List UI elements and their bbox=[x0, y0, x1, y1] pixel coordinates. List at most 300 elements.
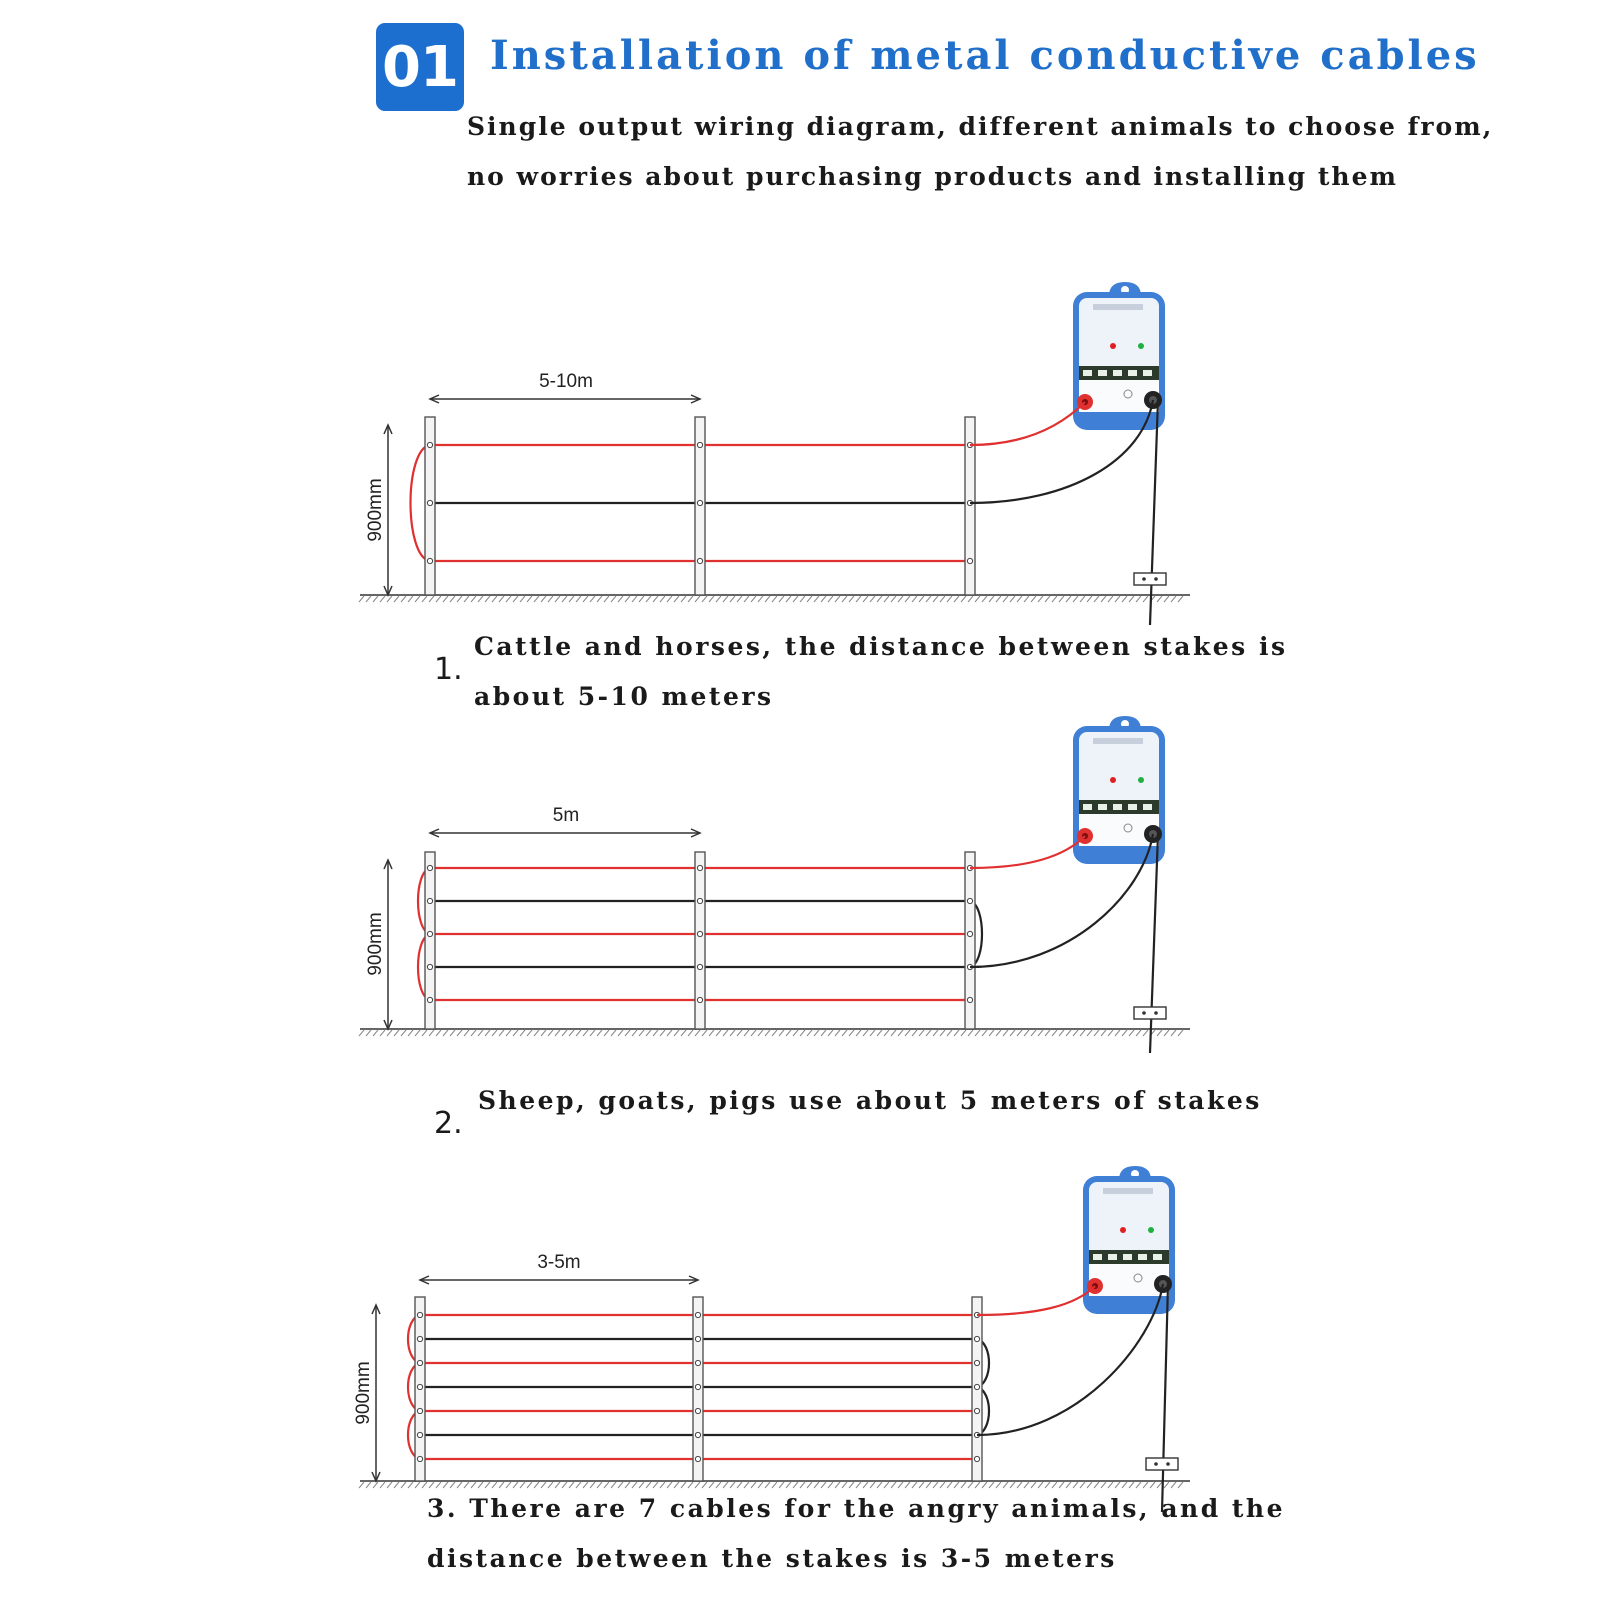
ground-hatch bbox=[898, 596, 903, 602]
ground-hatch bbox=[506, 1030, 511, 1036]
ground-hatch bbox=[380, 596, 385, 602]
ground-rod-wire bbox=[1150, 400, 1158, 625]
ground-hatch bbox=[1080, 1482, 1085, 1488]
ground-hatch bbox=[961, 1030, 966, 1036]
ground-hatch bbox=[800, 1030, 805, 1036]
ground-hatch bbox=[933, 1482, 938, 1488]
ground-hatch bbox=[933, 1030, 938, 1036]
ground-hatch bbox=[737, 596, 742, 602]
ground-rod-bolt bbox=[1154, 577, 1158, 581]
ground-hatch bbox=[1164, 1482, 1169, 1488]
ground-hatch bbox=[506, 596, 511, 602]
ground-hatch bbox=[401, 596, 406, 602]
ground-hatch bbox=[1094, 1482, 1099, 1488]
insulator bbox=[695, 1336, 700, 1341]
ground-hatch bbox=[380, 1030, 385, 1036]
ground-hatch bbox=[947, 1482, 952, 1488]
ground-rod-bolt bbox=[1142, 577, 1146, 581]
ground-hatch bbox=[1129, 1482, 1134, 1488]
ground-hatch bbox=[1171, 1482, 1176, 1488]
ground-hatch bbox=[884, 1482, 889, 1488]
spacing-label: 5-10m bbox=[539, 371, 593, 392]
ground-hatch bbox=[590, 596, 595, 602]
ground-hatch bbox=[905, 596, 910, 602]
ground-hatch bbox=[429, 1030, 434, 1036]
subtitle-line-2: no worries about purchasing products and installing them bbox=[467, 162, 1398, 191]
ground-hatch bbox=[919, 596, 924, 602]
ground-hatch bbox=[1115, 596, 1120, 602]
ground-hatch bbox=[457, 1482, 462, 1488]
ground-hatch bbox=[877, 1030, 882, 1036]
ground-hatch bbox=[765, 1482, 770, 1488]
insulator bbox=[427, 865, 432, 870]
animal-icon bbox=[1153, 1254, 1162, 1260]
ground-hatch bbox=[730, 1030, 735, 1036]
insulator bbox=[695, 1432, 700, 1437]
ground-hatch bbox=[576, 1030, 581, 1036]
ground-hatch bbox=[471, 1482, 476, 1488]
ground-hatch bbox=[653, 596, 658, 602]
ground-hatch bbox=[772, 596, 777, 602]
ground-hatch bbox=[947, 596, 952, 602]
ground-hatch bbox=[639, 1482, 644, 1488]
ground-hatch bbox=[1171, 1030, 1176, 1036]
ground-hatch bbox=[1115, 1030, 1120, 1036]
ground-hatch bbox=[534, 596, 539, 602]
ground-hatch bbox=[737, 1030, 742, 1036]
ground-hatch bbox=[1101, 596, 1106, 602]
insulator bbox=[417, 1456, 422, 1461]
ground-hatch bbox=[1059, 1030, 1064, 1036]
ground-hatch bbox=[807, 596, 812, 602]
ground-hatch bbox=[625, 596, 630, 602]
ground-hatch bbox=[1066, 596, 1071, 602]
ground-hatch bbox=[646, 1030, 651, 1036]
ground-hatch bbox=[492, 596, 497, 602]
ground-hatch bbox=[597, 1482, 602, 1488]
ground-hatch bbox=[415, 1482, 420, 1488]
ground-hatch bbox=[359, 1030, 364, 1036]
insulator bbox=[974, 1384, 979, 1389]
ground-hatch bbox=[982, 596, 987, 602]
ground-hatch bbox=[877, 596, 882, 602]
ground-hatch bbox=[1038, 596, 1043, 602]
ground-hatch bbox=[926, 1482, 931, 1488]
animal-icon bbox=[1098, 804, 1107, 810]
ground-hatch bbox=[499, 596, 504, 602]
ground-hatch bbox=[1157, 596, 1162, 602]
ground-hatch bbox=[982, 1482, 987, 1488]
ground-hatch bbox=[450, 596, 455, 602]
energizer-label-bar bbox=[1093, 304, 1143, 310]
caption-3-line-1: 3. There are 7 cables for the angry animals, and the bbox=[427, 1494, 1286, 1523]
ground-hatch bbox=[716, 1030, 721, 1036]
ground-rod-wire bbox=[1150, 834, 1158, 1053]
ground-hatch bbox=[674, 1482, 679, 1488]
ground-hatch bbox=[639, 1030, 644, 1036]
insulator bbox=[427, 931, 432, 936]
ground-hatch bbox=[1094, 1030, 1099, 1036]
ground-hatch bbox=[639, 596, 644, 602]
ground-hatch bbox=[954, 1482, 959, 1488]
ground-hatch bbox=[1101, 1030, 1106, 1036]
ground-hatch bbox=[1101, 1482, 1106, 1488]
insulator bbox=[967, 898, 972, 903]
ground-hatch bbox=[373, 596, 378, 602]
animal-icon bbox=[1098, 370, 1107, 376]
ground-hatch bbox=[1003, 1482, 1008, 1488]
energizer-label-bar bbox=[1093, 738, 1143, 744]
ground-hatch bbox=[849, 1482, 854, 1488]
ground-hatch bbox=[751, 1030, 756, 1036]
ground-rod-bolt bbox=[1154, 1011, 1158, 1015]
ground-hatch bbox=[842, 1482, 847, 1488]
ground-hatch bbox=[1017, 1482, 1022, 1488]
animal-icon bbox=[1083, 804, 1092, 810]
ground-hatch bbox=[1045, 1482, 1050, 1488]
insulator bbox=[695, 1312, 700, 1317]
ground-hatch bbox=[800, 1482, 805, 1488]
ground-hatch bbox=[709, 1482, 714, 1488]
ground-hatch bbox=[695, 1030, 700, 1036]
ground-hatch bbox=[1136, 596, 1141, 602]
ground-hatch bbox=[940, 1030, 945, 1036]
ground-hatch bbox=[408, 596, 413, 602]
fence-diagram-2 bbox=[359, 716, 1190, 1053]
ground-hatch bbox=[933, 596, 938, 602]
ground-hatch bbox=[548, 596, 553, 602]
insulator bbox=[697, 442, 702, 447]
live-lead-wire bbox=[970, 836, 1085, 868]
ground-hatch bbox=[891, 1482, 896, 1488]
ground-hatch bbox=[723, 1482, 728, 1488]
ground-hatch bbox=[828, 1030, 833, 1036]
ground-hatch bbox=[807, 1030, 812, 1036]
ground-hatch bbox=[520, 596, 525, 602]
section-number-badge: 01 bbox=[376, 23, 464, 111]
ground-hatch bbox=[548, 1030, 553, 1036]
ground-hatch bbox=[415, 596, 420, 602]
insulator bbox=[427, 898, 432, 903]
ground-hatch bbox=[996, 1482, 1001, 1488]
ground-hatch bbox=[954, 1030, 959, 1036]
ground-hatch bbox=[1052, 1030, 1057, 1036]
ground-hatch bbox=[814, 596, 819, 602]
insulator bbox=[967, 558, 972, 563]
ground-hatch bbox=[800, 596, 805, 602]
ground-hatch bbox=[891, 596, 896, 602]
ground-hatch bbox=[870, 1030, 875, 1036]
ground-hatch bbox=[758, 596, 763, 602]
ground-hatch bbox=[1031, 1030, 1036, 1036]
ground-hatch bbox=[485, 1030, 490, 1036]
ground-hatch bbox=[555, 1030, 560, 1036]
ground-hatch bbox=[968, 1482, 973, 1488]
animal-icon bbox=[1143, 370, 1152, 376]
ground-hatch bbox=[765, 1030, 770, 1036]
insulator bbox=[697, 964, 702, 969]
ground-hatch bbox=[982, 1030, 987, 1036]
ground-hatch bbox=[513, 596, 518, 602]
ground-hatch bbox=[716, 596, 721, 602]
ground-hatch bbox=[513, 1030, 518, 1036]
insulator bbox=[417, 1384, 422, 1389]
energizer-led-green bbox=[1138, 777, 1144, 783]
ground-hatch bbox=[618, 1482, 623, 1488]
ground-hatch bbox=[436, 1030, 441, 1036]
ground-hatch bbox=[842, 596, 847, 602]
ground-hatch bbox=[604, 596, 609, 602]
ground-hatch bbox=[709, 596, 714, 602]
ground-hatch bbox=[443, 1030, 448, 1036]
ground-hatch bbox=[1157, 1030, 1162, 1036]
ground-hatch bbox=[877, 1482, 882, 1488]
ground-hatch bbox=[744, 596, 749, 602]
ground-rod-bolt bbox=[1154, 1462, 1158, 1466]
ground-hatch bbox=[961, 1482, 966, 1488]
ground-hatch bbox=[1150, 1482, 1155, 1488]
ground-hatch bbox=[541, 1030, 546, 1036]
ground-hatch bbox=[1052, 596, 1057, 602]
ground-hatch bbox=[1087, 596, 1092, 602]
subtitle-line-1: Single output wiring diagram, different animals to choose from, bbox=[467, 112, 1494, 141]
ground-hatch bbox=[618, 596, 623, 602]
ground-hatch bbox=[359, 596, 364, 602]
ground-hatch bbox=[856, 1030, 861, 1036]
ground-hatch bbox=[849, 596, 854, 602]
ground-hatch bbox=[989, 1482, 994, 1488]
ground-rod-bolt bbox=[1166, 1462, 1170, 1466]
insulator bbox=[427, 964, 432, 969]
insulator bbox=[695, 1408, 700, 1413]
insulator bbox=[974, 1336, 979, 1341]
ground-hatch bbox=[373, 1482, 378, 1488]
ground-hatch bbox=[688, 1030, 693, 1036]
ground-hatch bbox=[1017, 596, 1022, 602]
ground-hatch bbox=[590, 1030, 595, 1036]
ground-hatch bbox=[604, 1482, 609, 1488]
ground-hatch bbox=[1136, 1482, 1141, 1488]
ground-hatch bbox=[835, 1482, 840, 1488]
ground-hatch bbox=[394, 596, 399, 602]
ground-hatch bbox=[611, 1482, 616, 1488]
ground-hatch bbox=[422, 1482, 427, 1488]
ground-hatch bbox=[975, 1030, 980, 1036]
ground-hatch bbox=[996, 596, 1001, 602]
ground-hatch bbox=[1157, 1482, 1162, 1488]
ground-hatch bbox=[1164, 1030, 1169, 1036]
ground-hatch bbox=[772, 1030, 777, 1036]
ground-hatch bbox=[751, 1482, 756, 1488]
ground-hatch bbox=[758, 1482, 763, 1488]
ground-hatch bbox=[716, 1482, 721, 1488]
ground-hatch bbox=[919, 1482, 924, 1488]
ground-hatch bbox=[835, 596, 840, 602]
ground-hatch bbox=[646, 1482, 651, 1488]
ground-hatch bbox=[450, 1482, 455, 1488]
ground-hatch bbox=[688, 1482, 693, 1488]
insulator bbox=[697, 558, 702, 563]
ground-hatch bbox=[842, 1030, 847, 1036]
ground-hatch bbox=[1178, 596, 1183, 602]
ground-hatch bbox=[681, 1482, 686, 1488]
ground-hatch bbox=[387, 1482, 392, 1488]
ground-hatch bbox=[975, 596, 980, 602]
ground-hatch bbox=[905, 1030, 910, 1036]
ground-hatch bbox=[534, 1030, 539, 1036]
fence-diagram-3 bbox=[353, 1166, 1190, 1512]
ground-hatch bbox=[436, 1482, 441, 1488]
ground-hatch bbox=[968, 1030, 973, 1036]
energizer-led-red bbox=[1120, 1227, 1126, 1233]
ground-hatch bbox=[422, 1030, 427, 1036]
ground-rod-wire bbox=[1162, 1284, 1168, 1512]
caption-2-line-1: Sheep, goats, pigs use about 5 meters of stakes bbox=[478, 1086, 1262, 1115]
ground-hatch bbox=[527, 1030, 532, 1036]
ground-hatch bbox=[1094, 596, 1099, 602]
ground-hatch bbox=[625, 1482, 630, 1488]
ground-hatch bbox=[870, 1482, 875, 1488]
ground-hatch bbox=[562, 1030, 567, 1036]
ground-hatch bbox=[779, 1482, 784, 1488]
ground-hatch bbox=[884, 596, 889, 602]
ground-hatch bbox=[513, 1482, 518, 1488]
ground-hatch bbox=[583, 1030, 588, 1036]
ground-hatch bbox=[387, 1030, 392, 1036]
ground-hatch bbox=[681, 596, 686, 602]
ground-hatch bbox=[1108, 1030, 1113, 1036]
insulator bbox=[427, 558, 432, 563]
ground-hatch bbox=[1003, 1030, 1008, 1036]
animal-icon bbox=[1093, 1254, 1102, 1260]
ground-hatch bbox=[618, 1030, 623, 1036]
ground-hatch bbox=[814, 1030, 819, 1036]
ground-hatch bbox=[632, 1482, 637, 1488]
ground-hatch bbox=[968, 596, 973, 602]
animal-icon bbox=[1113, 370, 1122, 376]
ground-hatch bbox=[583, 596, 588, 602]
ground-hatch bbox=[576, 1482, 581, 1488]
ground-hatch bbox=[1122, 1030, 1127, 1036]
animal-icon bbox=[1113, 804, 1122, 810]
ground-hatch bbox=[660, 596, 665, 602]
ground-hatch bbox=[1136, 1030, 1141, 1036]
ground-hatch bbox=[576, 596, 581, 602]
ground-hatch bbox=[786, 1482, 791, 1488]
ground-hatch bbox=[527, 1482, 532, 1488]
ground-hatch bbox=[940, 1482, 945, 1488]
energizer-led-red bbox=[1110, 343, 1116, 349]
ground-hatch bbox=[1010, 1030, 1015, 1036]
animal-icon bbox=[1143, 804, 1152, 810]
ground-hatch bbox=[450, 1030, 455, 1036]
ground-hatch bbox=[1024, 1030, 1029, 1036]
ground-hatch bbox=[443, 1482, 448, 1488]
ground-hatch bbox=[443, 596, 448, 602]
insulator bbox=[427, 442, 432, 447]
spacing-label: 5m bbox=[552, 805, 580, 826]
ground-hatch bbox=[401, 1482, 406, 1488]
ground-hatch bbox=[772, 1482, 777, 1488]
ground-hatch bbox=[828, 596, 833, 602]
ground-hatch bbox=[604, 1030, 609, 1036]
ground-hatch bbox=[1108, 596, 1113, 602]
ground-hatch bbox=[541, 1482, 546, 1488]
ground-hatch bbox=[611, 596, 616, 602]
live-lead-wire bbox=[970, 402, 1085, 445]
ground-hatch bbox=[681, 1030, 686, 1036]
insulator bbox=[427, 997, 432, 1002]
insulator bbox=[974, 1456, 979, 1461]
caption-1-number: 1. bbox=[434, 652, 463, 687]
ground-hatch bbox=[765, 596, 770, 602]
ground-hatch bbox=[569, 596, 574, 602]
insulator bbox=[697, 898, 702, 903]
energizer-led-green bbox=[1138, 343, 1144, 349]
ground-hatch bbox=[401, 1030, 406, 1036]
ground-hatch bbox=[1122, 596, 1127, 602]
ground-hatch bbox=[520, 1482, 525, 1488]
ground-hatch bbox=[1073, 1482, 1078, 1488]
ground-hatch bbox=[1073, 1030, 1078, 1036]
ground-hatch bbox=[1066, 1030, 1071, 1036]
caption-3-line-2: distance between the stakes is 3-5 meters bbox=[427, 1544, 1117, 1573]
ground-hatch bbox=[1122, 1482, 1127, 1488]
ground-hatch bbox=[471, 596, 476, 602]
ground-hatch bbox=[541, 596, 546, 602]
ground-hatch bbox=[373, 1030, 378, 1036]
ground-hatch bbox=[1003, 596, 1008, 602]
ground-hatch bbox=[1038, 1030, 1043, 1036]
ground-hatch bbox=[464, 1482, 469, 1488]
fence-diagram-1 bbox=[359, 282, 1190, 625]
ground-hatch bbox=[667, 1482, 672, 1488]
live-lead-wire bbox=[977, 1286, 1095, 1315]
ground-hatch bbox=[898, 1030, 903, 1036]
ground-hatch bbox=[786, 1030, 791, 1036]
ground-hatch bbox=[779, 596, 784, 602]
ground-hatch bbox=[1045, 1030, 1050, 1036]
ground-rod-icon bbox=[1134, 573, 1166, 585]
ground-hatch bbox=[1059, 596, 1064, 602]
ground-hatch bbox=[1171, 596, 1176, 602]
ground-hatch bbox=[996, 1030, 1001, 1036]
ground-hatch bbox=[394, 1482, 399, 1488]
ground-hatch bbox=[527, 596, 532, 602]
ground-hatch bbox=[989, 1030, 994, 1036]
animal-icon bbox=[1138, 1254, 1147, 1260]
caption-1-line-1: Cattle and horses, the distance between stakes is bbox=[474, 632, 1288, 661]
insulator bbox=[967, 931, 972, 936]
insulator bbox=[697, 931, 702, 936]
insulator bbox=[417, 1360, 422, 1365]
ground-hatch bbox=[695, 1482, 700, 1488]
ground-hatch bbox=[807, 1482, 812, 1488]
insulator bbox=[697, 500, 702, 505]
ground-hatch bbox=[408, 1030, 413, 1036]
ground-hatch bbox=[415, 1030, 420, 1036]
ground-hatch bbox=[380, 1482, 385, 1488]
height-label: 900mm bbox=[365, 478, 386, 542]
ground-hatch bbox=[492, 1030, 497, 1036]
ground-hatch bbox=[499, 1482, 504, 1488]
ground-hatch bbox=[1143, 596, 1148, 602]
ground-hatch bbox=[1059, 1482, 1064, 1488]
ground-hatch bbox=[394, 1030, 399, 1036]
insulator bbox=[695, 1456, 700, 1461]
ground-hatch bbox=[457, 596, 462, 602]
ground-hatch bbox=[1031, 596, 1036, 602]
